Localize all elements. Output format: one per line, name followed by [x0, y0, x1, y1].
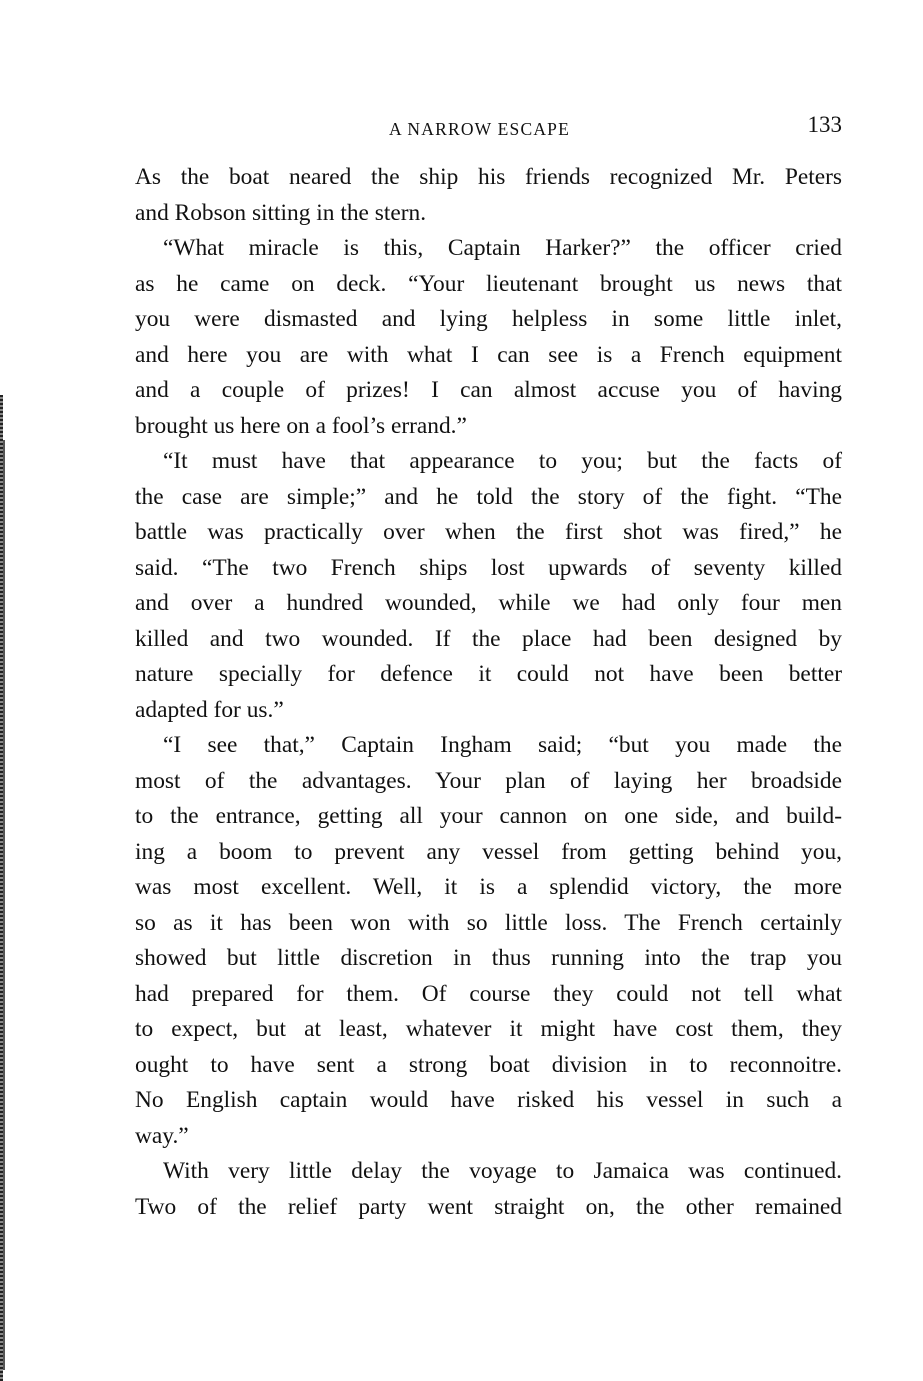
body-text: [135, 160, 842, 1225]
text-line: and Robson sitting in the stern.: [135, 199, 427, 226]
text-line: No English captain would have risked his vessel in such a: [135, 1087, 842, 1113]
running-head: A NARROW ESCAPE: [388, 119, 571, 139]
text-line: and a couple of prizes! I can almost accuse you of having: [135, 377, 842, 403]
text-line: ing a boom to prevent any vessel from getting behind you,: [135, 838, 842, 865]
text-line: “What miracle is this, Captain Harker?” the officer cried: [163, 235, 842, 261]
text-line: Two of the relief party went straight on, the other remained: [135, 1193, 842, 1220]
text-line: ought to have sent a strong boat division in to reconnoitre.: [135, 1051, 842, 1078]
text-line: brought us here on a fool’s errand.”: [135, 412, 467, 439]
text-line: killed and two wounded. If the place had been designed by: [135, 625, 842, 652]
text-line: had prepared for them. Of course they could not tell what: [135, 980, 842, 1007]
text-line: you were dismasted and lying helpless in some little inlet,: [135, 306, 842, 332]
text-line: and here you are with what I can see is a French equipment: [135, 341, 842, 368]
text-line: was most excellent. Well, it is a splendid victory, the more: [135, 874, 842, 900]
page-number: 133: [807, 112, 842, 137]
text-line: “I see that,” Captain Ingham said; “but you made the: [163, 732, 842, 758]
text-line: With very little delay the voyage to Jamaica was continued.: [163, 1158, 842, 1184]
text-line: to expect, but at least, whatever it might have cost them, they: [135, 1016, 842, 1042]
text-line: and over a hundred wounded, while we had only four men: [135, 590, 842, 616]
text-line: showed but little discretion in thus running into the trap you: [135, 945, 842, 971]
text-line: so as it has been won with so little loss. The French certainly: [135, 909, 842, 936]
text-line: way.”: [135, 1122, 189, 1149]
text-line: as he came on deck. “Your lieutenant brought us news that: [135, 270, 842, 297]
text-line: adapted for us.”: [135, 696, 284, 723]
text-line: “It must have that appearance to you; but the facts of: [163, 448, 842, 474]
text-line: to the entrance, getting all your cannon on one side, and build-: [135, 803, 842, 829]
text-line: battle was practically over when the first shot was fired,” he: [135, 519, 842, 545]
page-header: [135, 108, 842, 148]
page-binding-shadow: [3, 440, 5, 1370]
text-line: most of the advantages. Your plan of laying her broadside: [135, 767, 842, 794]
text-line: said. “The two French ships lost upwards of seventy killed: [135, 554, 842, 581]
text-line: nature specially for defence it could not have been better: [135, 661, 842, 687]
text-line: the case are simple;” and he told the story of the fight. “The: [135, 483, 842, 510]
text-line: As the boat neared the ship his friends recognized Mr. Peters: [135, 164, 842, 190]
